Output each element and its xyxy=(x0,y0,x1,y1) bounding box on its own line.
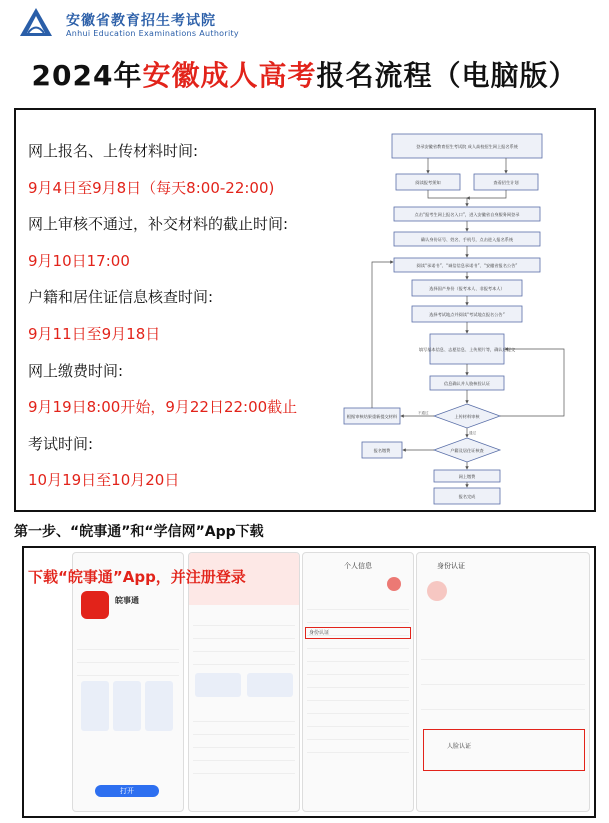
face-auth-highlight xyxy=(423,729,585,771)
title-prefix: 2024年 xyxy=(31,59,143,92)
title-highlight: 安徽成人高考 xyxy=(142,59,317,92)
schedule-label: 网上审核不通过，补交材料的截止时间: xyxy=(28,215,289,234)
page-title xyxy=(0,54,609,94)
schedule-panel xyxy=(14,108,596,512)
app-icon xyxy=(81,591,109,619)
flow-node-label: 阅读报考须知 xyxy=(415,180,441,185)
flow-node-label: 根据审核结果重新提交材料 xyxy=(346,414,398,419)
schedule-value: 9月11日至9月18日 xyxy=(28,324,161,343)
flow-node-label: 选择国产身份（报考本人、非报考本人） xyxy=(429,286,505,291)
flow-node-label: 阅读“承诺书”、“诚信信息承诺书”、“安徽省报名公告” xyxy=(416,263,518,268)
phone-appstore xyxy=(72,552,184,812)
flow-node-label: 报名缴费 xyxy=(373,448,391,453)
flow-node-label: 上传材料审核 xyxy=(454,414,480,419)
flow-node-label: 登录安徽省教育招生考试院 成人高校招生网上报名系统 xyxy=(416,144,518,149)
phone-auth xyxy=(416,552,590,812)
schedule-value: 10月19日至10月20日 xyxy=(28,471,180,490)
flow-node-label: 信息确认并人脸核验认证 xyxy=(443,381,491,386)
phone-digital-space xyxy=(188,552,300,812)
title-suffix: 报名流程（电脑版） xyxy=(316,59,578,92)
face-auth-label: 人脸认证 xyxy=(447,743,472,750)
flow-node-label: 报名完成 xyxy=(458,494,476,499)
open-button[interactable]: 打开 xyxy=(95,785,159,797)
org-name-en: Anhui Education Examinations Authority xyxy=(66,29,239,38)
avatar xyxy=(387,577,401,591)
schedule-label: 考试时间: xyxy=(28,434,94,453)
flow-node-label: 选择考试地点并阅读“考试地点报名公告” xyxy=(429,312,505,317)
flow-node-label: 填写基本信息、志愿信息、上传照片等，确认后提交 xyxy=(418,347,516,352)
flow-node-label: 确认身份证号、姓名、手机号，点击进入报名系统 xyxy=(420,237,514,242)
site-header xyxy=(0,0,609,52)
app-name: 皖事通 xyxy=(115,596,139,605)
flow-node-label: 查看招生计划 xyxy=(493,180,519,185)
app-download-panel xyxy=(22,546,596,818)
id-auth-row-label: 身份认证 xyxy=(309,630,330,636)
schedule-value: 9月4日至9月8日（每天8:00-22:00) xyxy=(28,178,275,197)
schedule-label: 户籍和居住证信息核查时间: xyxy=(28,288,214,307)
flow-edge-label: 通过 xyxy=(469,431,476,435)
phone-profile xyxy=(302,552,414,812)
step1-title: 第一步、“皖事通”和“学信网”App下载 xyxy=(14,524,264,540)
schedule-list xyxy=(28,142,368,508)
flow-node-label: 网上缴费 xyxy=(458,474,476,479)
download-banner: 下载“皖事通”App，并注册登录 xyxy=(28,568,246,586)
schedule-value: 9月19日8:00开始，9月22日22:00截止 xyxy=(28,398,298,417)
auth-title: 身份认证 xyxy=(437,562,465,570)
schedule-label: 网上缴费时间: xyxy=(28,361,124,380)
registration-flowchart xyxy=(334,122,596,507)
schedule-value: 9月10日17:00 xyxy=(28,251,130,270)
anhui-eea-logo-icon xyxy=(18,6,54,42)
flow-node-label: 户籍及居住证核查 xyxy=(450,448,484,453)
flow-edge-label: 不通过 xyxy=(418,411,429,415)
org-name-cn: 安徽省教育招生考试院 xyxy=(66,13,216,29)
profile-title: 个人信息 xyxy=(344,562,372,570)
flow-node-label: 点击“报考生网上报名入口”，进入安徽省自身服务网登录 xyxy=(414,212,520,217)
schedule-label: 网上报名、上传材料时间: xyxy=(28,142,199,160)
